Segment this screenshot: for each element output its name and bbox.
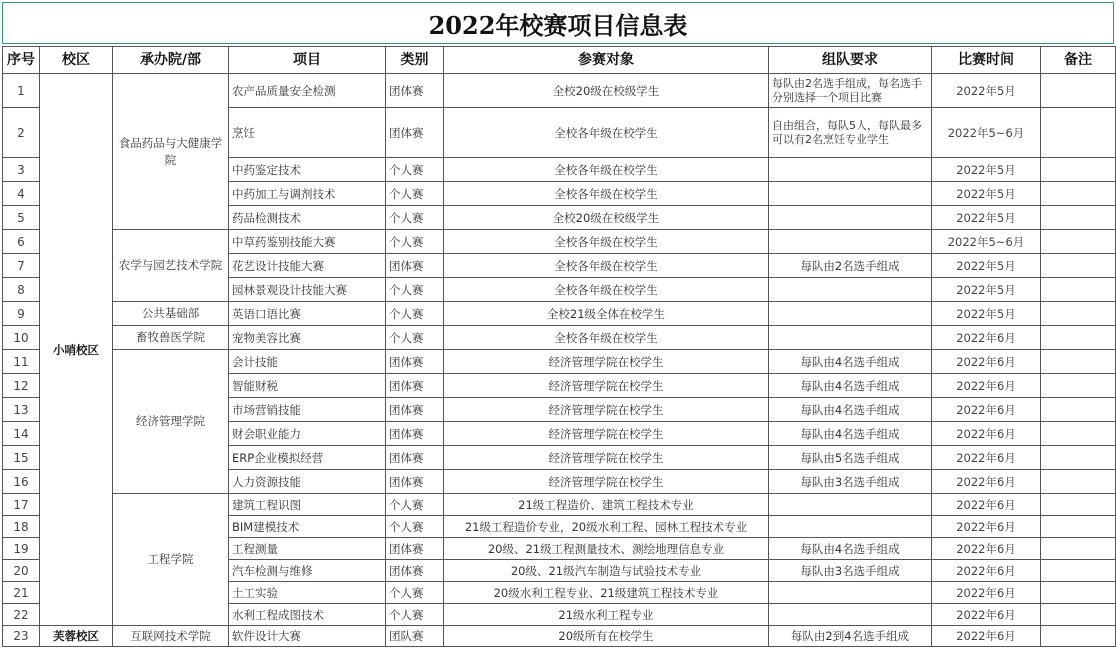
note-cell[interactable] (1041, 494, 1116, 516)
team-requirement-cell[interactable] (769, 326, 932, 350)
table-body (3, 74, 1116, 647)
time-cell[interactable]: 2022年5月 (932, 302, 1041, 326)
time-cell[interactable]: 2022年6月 (932, 470, 1041, 494)
seq-cell[interactable]: 20 (3, 560, 40, 582)
time-cell[interactable]: 2022年5月 (932, 206, 1041, 230)
team-requirement-cell[interactable] (769, 302, 932, 326)
target-cell[interactable]: 全校各年级在校学生 (444, 254, 769, 278)
time-cell[interactable]: 2022年6月 (932, 494, 1041, 516)
category-cell[interactable]: 个人赛 (386, 604, 444, 626)
time-cell[interactable]: 2022年5~6月 (932, 108, 1041, 158)
note-cell[interactable] (1041, 538, 1116, 560)
seq-cell[interactable]: 5 (3, 206, 40, 230)
seq-cell[interactable]: 17 (3, 494, 40, 516)
note-cell[interactable] (1041, 560, 1116, 582)
note-cell[interactable] (1041, 398, 1116, 422)
team-requirement-cell[interactable] (769, 182, 932, 206)
table-row (3, 350, 1116, 374)
column-header[interactable]: 组队要求 (769, 47, 932, 74)
note-cell[interactable] (1041, 422, 1116, 446)
column-header[interactable]: 校区 (40, 47, 113, 74)
column-header[interactable]: 类别 (386, 47, 444, 74)
table-row (3, 74, 1116, 108)
team-requirement-cell[interactable] (769, 278, 932, 302)
project-cell[interactable]: 建筑工程识图 (229, 494, 386, 516)
time-cell[interactable]: 2022年6月 (932, 560, 1041, 582)
time-cell[interactable]: 2022年6月 (932, 326, 1041, 350)
team-requirement-cell[interactable]: 每队由4名选手组成 (769, 398, 932, 422)
project-cell[interactable]: 智能财税 (229, 374, 386, 398)
seq-cell[interactable]: 8 (3, 278, 40, 302)
time-cell[interactable]: 2022年6月 (932, 422, 1041, 446)
note-cell[interactable] (1041, 470, 1116, 494)
note-cell[interactable] (1041, 516, 1116, 538)
seq-cell[interactable]: 14 (3, 422, 40, 446)
column-header[interactable]: 备注 (1041, 47, 1116, 74)
time-cell[interactable]: 2022年5月 (932, 74, 1041, 108)
project-cell[interactable]: 烹饪 (229, 108, 386, 158)
target-cell[interactable]: 20级、21级汽车制造与试验技术专业 (444, 560, 769, 582)
category-cell[interactable]: 个人赛 (386, 158, 444, 182)
note-cell[interactable] (1041, 230, 1116, 254)
column-header[interactable]: 承办院/部 (113, 47, 229, 74)
column-header[interactable]: 参赛对象 (444, 47, 769, 74)
category-cell[interactable]: 团体赛 (386, 538, 444, 560)
department-cell[interactable]: 公共基础部 (113, 302, 229, 326)
project-cell[interactable]: 市场营销技能 (229, 398, 386, 422)
project-cell[interactable]: 中草药鉴别技能大赛 (229, 230, 386, 254)
team-requirement-cell[interactable]: 每队由4名选手组成 (769, 350, 932, 374)
note-cell[interactable] (1041, 626, 1116, 647)
target-cell[interactable]: 经济管理学院在校学生 (444, 446, 769, 470)
seq-cell[interactable]: 22 (3, 604, 40, 626)
seq-cell[interactable]: 12 (3, 374, 40, 398)
column-header[interactable]: 比赛时间 (932, 47, 1041, 74)
note-cell[interactable] (1041, 206, 1116, 230)
target-cell[interactable]: 20级水利工程专业、21级建筑工程技术专业 (444, 582, 769, 604)
time-cell[interactable]: 2022年6月 (932, 446, 1041, 470)
seq-cell[interactable]: 9 (3, 302, 40, 326)
team-requirement-cell[interactable] (769, 158, 932, 182)
team-requirement-cell[interactable]: 自由组合，每队5人，每队最多可以有2名烹饪专业学生 (769, 108, 932, 158)
category-cell[interactable]: 团体赛 (386, 374, 444, 398)
target-cell[interactable]: 全校各年级在校学生 (444, 326, 769, 350)
note-cell[interactable] (1041, 108, 1116, 158)
target-cell[interactable]: 20级、21级工程测量技术、测绘地理信息专业 (444, 538, 769, 560)
category-cell[interactable]: 个人赛 (386, 326, 444, 350)
category-cell[interactable]: 团体赛 (386, 74, 444, 108)
time-cell[interactable]: 2022年6月 (932, 582, 1041, 604)
seq-cell[interactable]: 21 (3, 582, 40, 604)
project-cell[interactable]: 工程测量 (229, 538, 386, 560)
target-cell[interactable]: 21级工程造价、建筑工程技术专业 (444, 494, 769, 516)
category-cell[interactable]: 个人赛 (386, 494, 444, 516)
target-cell[interactable]: 全校各年级在校学生 (444, 182, 769, 206)
time-cell[interactable]: 2022年6月 (932, 604, 1041, 626)
seq-cell[interactable]: 10 (3, 326, 40, 350)
column-header[interactable]: 项目 (229, 47, 386, 74)
category-cell[interactable]: 团队赛 (386, 626, 444, 647)
table-row (3, 494, 1116, 516)
department-cell[interactable]: 互联网技术学院 (113, 626, 229, 647)
title-cell[interactable] (2, 2, 1114, 44)
seq-cell[interactable]: 3 (3, 158, 40, 182)
table-row (3, 302, 1116, 326)
seq-cell[interactable]: 2 (3, 108, 40, 158)
department-cell[interactable]: 经济管理学院 (113, 350, 229, 494)
table-row (3, 626, 1116, 647)
team-requirement-cell[interactable]: 每队由4名选手组成 (769, 422, 932, 446)
team-requirement-cell[interactable] (769, 604, 932, 626)
team-requirement-cell[interactable]: 每队由2到4名选手组成 (769, 626, 932, 647)
page-title: 2022年校赛项目信息表 (428, 10, 688, 40)
project-cell[interactable]: BIM建模技术 (229, 516, 386, 538)
competition-table (2, 46, 1116, 647)
target-cell[interactable]: 经济管理学院在校学生 (444, 398, 769, 422)
category-cell[interactable]: 个人赛 (386, 516, 444, 538)
target-cell[interactable]: 全校各年级在校学生 (444, 108, 769, 158)
table-row (3, 230, 1116, 254)
team-requirement-cell[interactable]: 每队由4名选手组成 (769, 374, 932, 398)
category-cell[interactable]: 团体赛 (386, 446, 444, 470)
time-cell[interactable]: 2022年5月 (932, 254, 1041, 278)
seq-cell[interactable]: 4 (3, 182, 40, 206)
category-cell[interactable]: 团体赛 (386, 560, 444, 582)
team-requirement-cell[interactable]: 每队由5名选手组成 (769, 446, 932, 470)
seq-cell[interactable]: 18 (3, 516, 40, 538)
note-cell[interactable] (1041, 582, 1116, 604)
table-row (3, 326, 1116, 350)
target-cell[interactable]: 全校各年级在校学生 (444, 158, 769, 182)
seq-cell[interactable]: 19 (3, 538, 40, 560)
note-cell[interactable] (1041, 254, 1116, 278)
team-requirement-cell[interactable]: 每队由2名选手组成 (769, 254, 932, 278)
time-cell[interactable]: 2022年5~6月 (932, 230, 1041, 254)
project-cell[interactable]: 土工实验 (229, 582, 386, 604)
project-cell[interactable]: 花艺设计技能大赛 (229, 254, 386, 278)
target-cell[interactable]: 经济管理学院在校学生 (444, 422, 769, 446)
category-cell[interactable]: 个人赛 (386, 582, 444, 604)
target-cell[interactable]: 全校21级全体在校学生 (444, 302, 769, 326)
seq-cell[interactable]: 6 (3, 230, 40, 254)
category-cell[interactable]: 个人赛 (386, 206, 444, 230)
note-cell[interactable] (1041, 604, 1116, 626)
project-cell[interactable]: 财会职业能力 (229, 422, 386, 446)
project-cell[interactable]: 药品检测技术 (229, 206, 386, 230)
project-cell[interactable]: 中药鉴定技术 (229, 158, 386, 182)
team-requirement-cell[interactable] (769, 230, 932, 254)
note-cell[interactable] (1041, 158, 1116, 182)
note-cell[interactable] (1041, 302, 1116, 326)
seq-cell[interactable]: 13 (3, 398, 40, 422)
seq-cell[interactable]: 7 (3, 254, 40, 278)
time-cell[interactable]: 2022年6月 (932, 538, 1041, 560)
project-cell[interactable]: 人力资源技能 (229, 470, 386, 494)
target-cell[interactable]: 全校20级在校级学生 (444, 206, 769, 230)
seq-cell[interactable]: 11 (3, 350, 40, 374)
target-cell[interactable]: 全校20级在校级学生 (444, 74, 769, 108)
project-cell[interactable]: 中药加工与调剂技术 (229, 182, 386, 206)
project-cell[interactable]: 水利工程成图技术 (229, 604, 386, 626)
team-requirement-cell[interactable]: 每队由4名选手组成 (769, 538, 932, 560)
seq-cell[interactable]: 23 (3, 626, 40, 647)
note-cell[interactable] (1041, 446, 1116, 470)
department-cell[interactable]: 农学与园艺技术学院 (113, 230, 229, 302)
target-cell[interactable]: 经济管理学院在校学生 (444, 470, 769, 494)
project-cell[interactable]: 英语口语比赛 (229, 302, 386, 326)
target-cell[interactable]: 经济管理学院在校学生 (444, 374, 769, 398)
seq-cell[interactable]: 16 (3, 470, 40, 494)
target-cell[interactable]: 21级水利工程专业 (444, 604, 769, 626)
target-cell[interactable]: 21级工程造价专业，20级水利工程、园林工程技术专业 (444, 516, 769, 538)
project-cell[interactable]: ERP企业模拟经营 (229, 446, 386, 470)
note-cell[interactable] (1041, 74, 1116, 108)
note-cell[interactable] (1041, 278, 1116, 302)
category-cell[interactable]: 个人赛 (386, 278, 444, 302)
project-cell[interactable]: 宠物美容比赛 (229, 326, 386, 350)
time-cell[interactable]: 2022年5月 (932, 158, 1041, 182)
time-cell[interactable]: 2022年6月 (932, 398, 1041, 422)
header-row (3, 47, 1116, 74)
target-cell[interactable]: 全校各年级在校学生 (444, 278, 769, 302)
time-cell[interactable]: 2022年5月 (932, 278, 1041, 302)
department-cell[interactable]: 食品药品与大健康学院 (113, 74, 229, 230)
team-requirement-cell[interactable]: 每队由3名选手组成 (769, 470, 932, 494)
department-cell[interactable]: 工程学院 (113, 494, 229, 626)
time-cell[interactable]: 2022年6月 (932, 516, 1041, 538)
category-cell[interactable]: 团体赛 (386, 108, 444, 158)
note-cell[interactable] (1041, 182, 1116, 206)
category-cell[interactable]: 团体赛 (386, 398, 444, 422)
note-cell[interactable] (1041, 326, 1116, 350)
project-cell[interactable]: 软件设计大赛 (229, 626, 386, 647)
team-requirement-cell[interactable] (769, 582, 932, 604)
category-cell[interactable]: 团体赛 (386, 422, 444, 446)
time-cell[interactable]: 2022年6月 (932, 626, 1041, 647)
project-cell[interactable]: 会计技能 (229, 350, 386, 374)
team-requirement-cell[interactable] (769, 516, 932, 538)
note-cell[interactable] (1041, 350, 1116, 374)
category-cell[interactable]: 团体赛 (386, 350, 444, 374)
project-cell[interactable]: 园林景观设计技能大赛 (229, 278, 386, 302)
project-cell[interactable]: 农产品质量安全检测 (229, 74, 386, 108)
team-requirement-cell[interactable] (769, 206, 932, 230)
target-cell[interactable]: 全校各年级在校学生 (444, 230, 769, 254)
team-requirement-cell[interactable] (769, 494, 932, 516)
seq-cell[interactable]: 1 (3, 74, 40, 108)
project-cell[interactable]: 汽车检测与维修 (229, 560, 386, 582)
category-cell[interactable]: 个人赛 (386, 182, 444, 206)
category-cell[interactable]: 团体赛 (386, 470, 444, 494)
department-cell[interactable]: 畜牧兽医学院 (113, 326, 229, 350)
time-cell[interactable]: 2022年6月 (932, 374, 1041, 398)
campus-cell[interactable]: 小哨校区 (40, 74, 113, 626)
time-cell[interactable]: 2022年5月 (932, 182, 1041, 206)
category-cell[interactable]: 个人赛 (386, 230, 444, 254)
note-cell[interactable] (1041, 374, 1116, 398)
team-requirement-cell[interactable]: 每队由3名选手组成 (769, 560, 932, 582)
team-requirement-cell[interactable]: 每队由2名选手组成，每名选手分别选择一个项目比赛 (769, 74, 932, 108)
campus-cell[interactable]: 芙蓉校区 (40, 626, 113, 647)
target-cell[interactable]: 经济管理学院在校学生 (444, 350, 769, 374)
target-cell[interactable]: 20级所有在校学生 (444, 626, 769, 647)
seq-cell[interactable]: 15 (3, 446, 40, 470)
time-cell[interactable]: 2022年6月 (932, 350, 1041, 374)
column-header[interactable]: 序号 (3, 47, 40, 74)
category-cell[interactable]: 个人赛 (386, 302, 444, 326)
category-cell[interactable]: 团体赛 (386, 254, 444, 278)
